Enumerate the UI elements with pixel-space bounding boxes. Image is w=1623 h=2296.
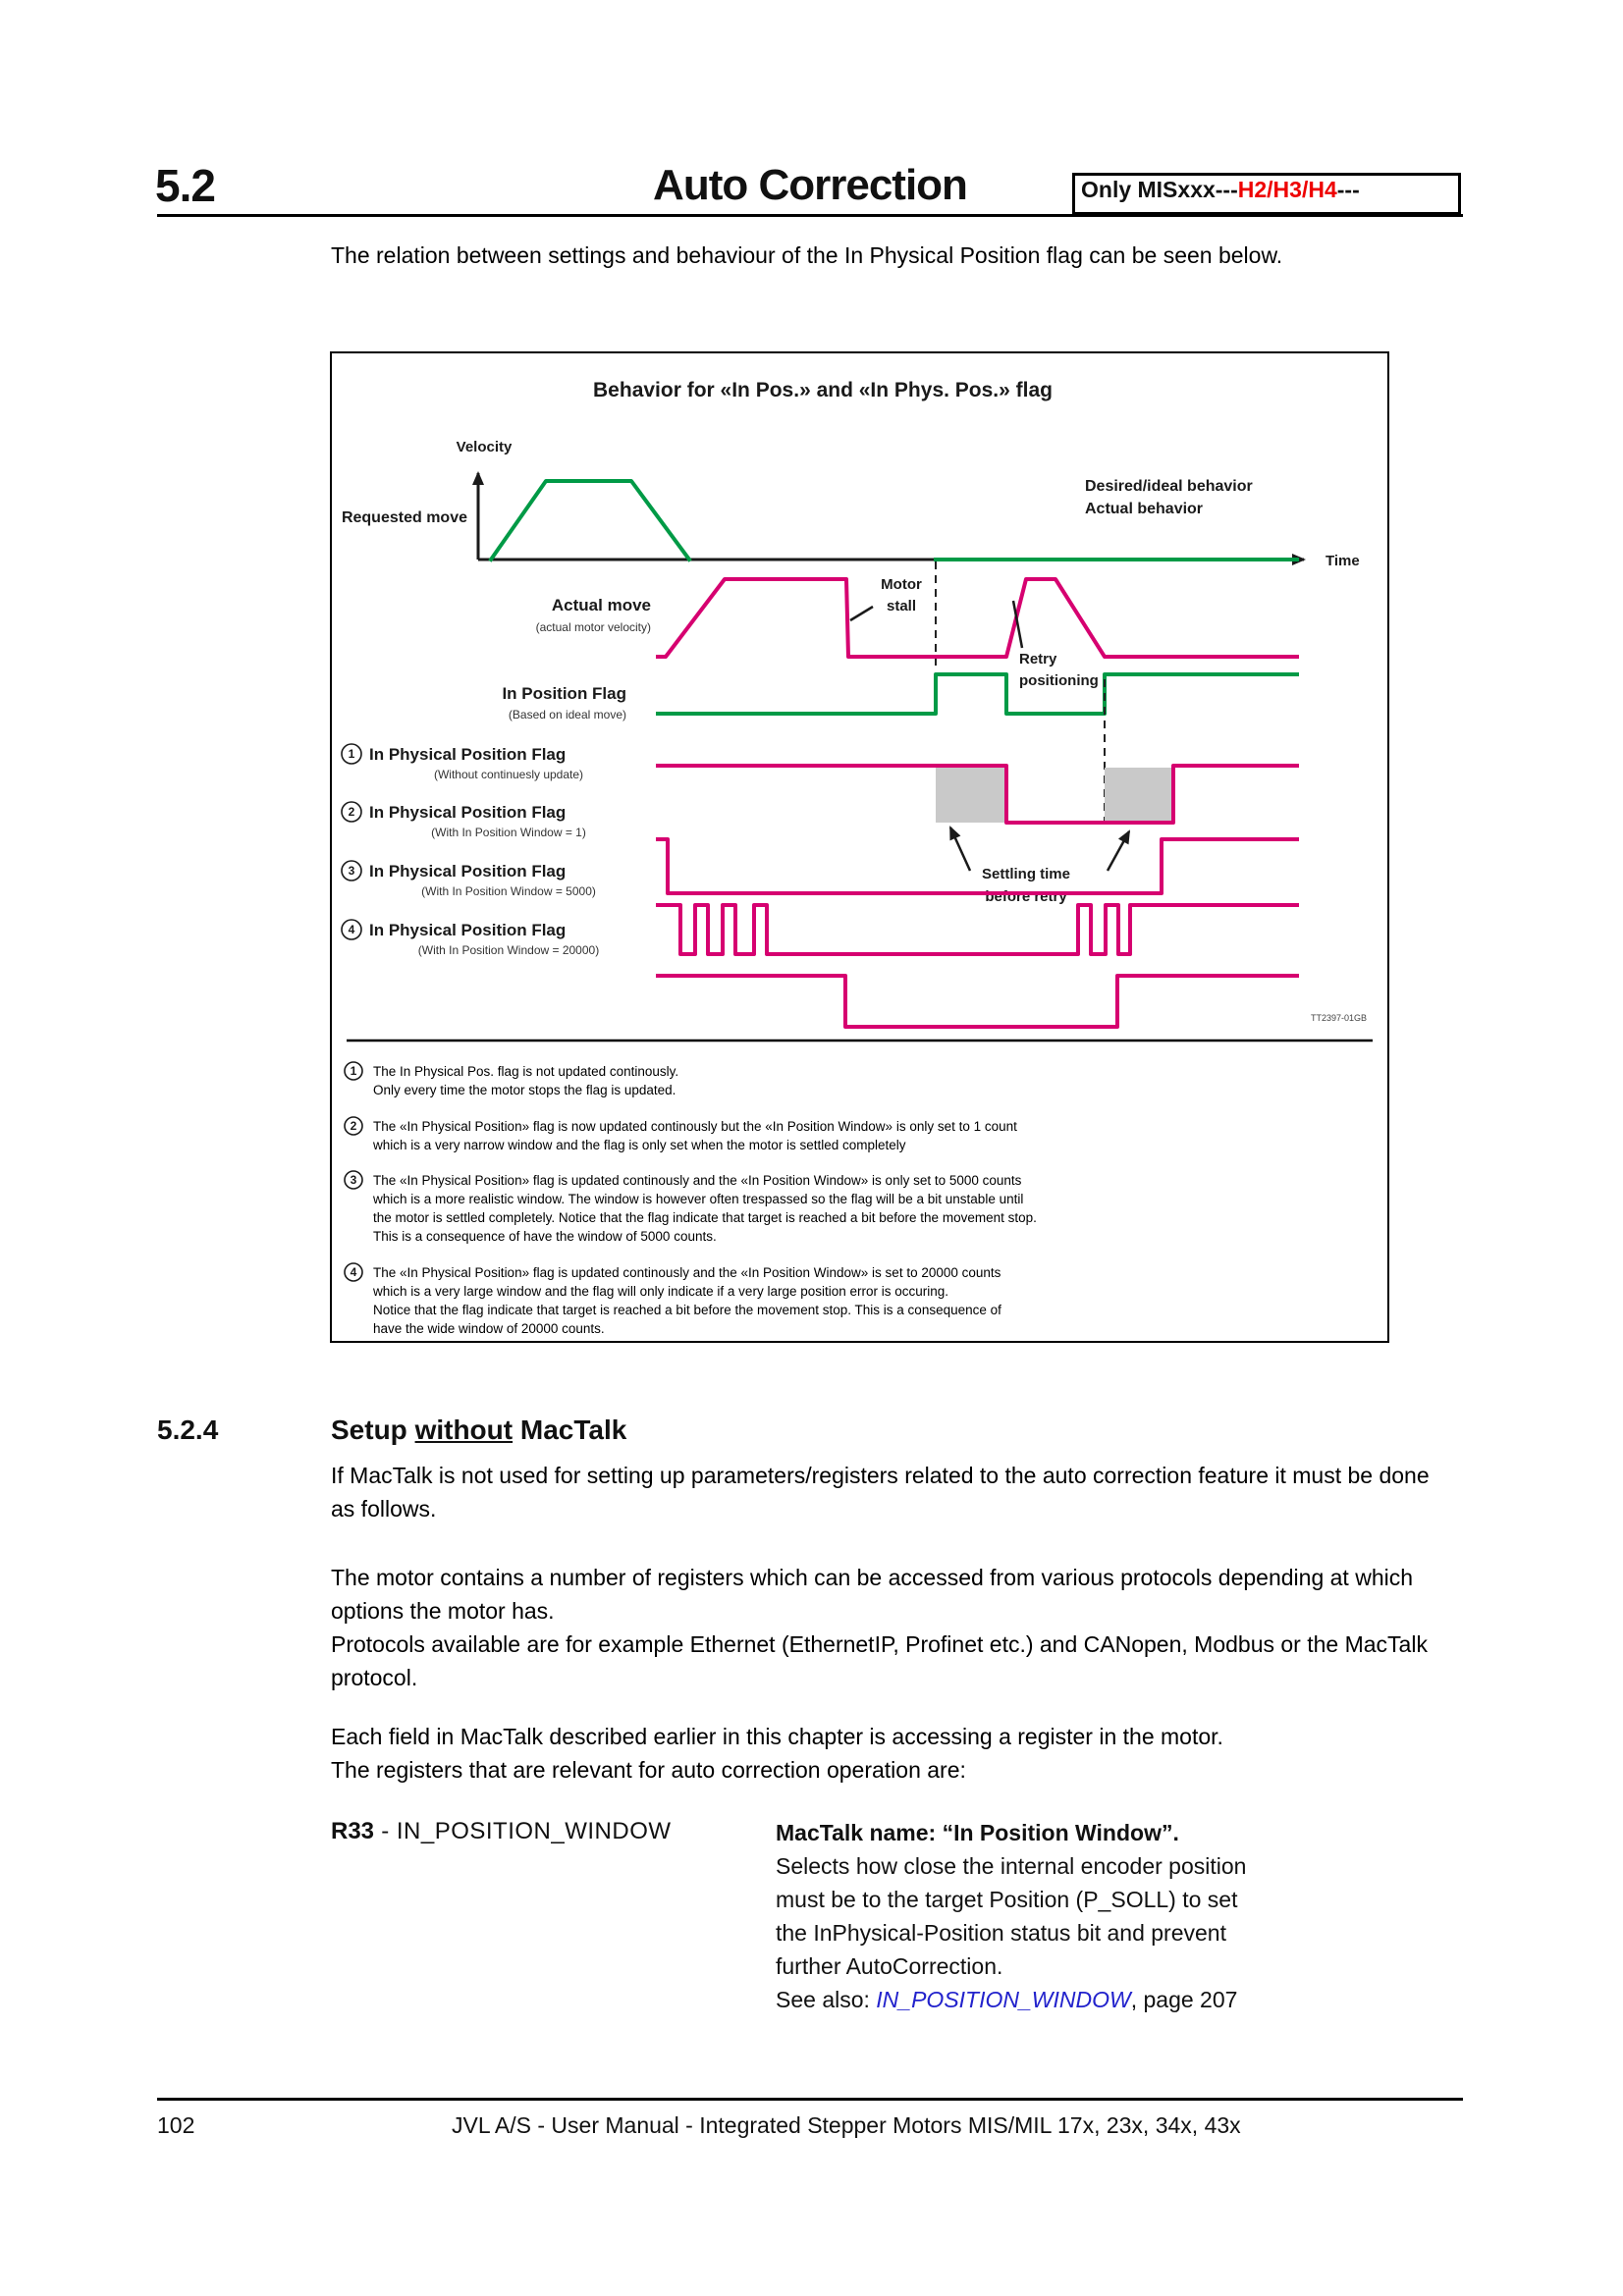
page-title: Auto Correction: [653, 161, 967, 209]
intro-paragraph: The relation between settings and behaviour of the In Physical Position flag can be seen below.: [331, 242, 1283, 268]
paragraph-3: [331, 1720, 1445, 1787]
row-sublabel-phys-4: (With In Position Window = 20000): [417, 943, 600, 957]
note-num-2: 2: [350, 1119, 357, 1133]
note-4-line-1: The «In Physical Position» flag is updated continously and the «In Position Window» is set to 20000 counts: [373, 1265, 1001, 1280]
requested-move-waveform: [491, 481, 689, 560]
phys-flag-3-waveform: [658, 905, 1297, 954]
subsection-title-post: MacTalk: [513, 1415, 627, 1445]
note-2-line-2: which is a very narrow window and the flag is only set when the motor is settled completely: [373, 1138, 906, 1152]
register-description: Selects how close the internal encoder position must be to the target Position (P_SOLL) to set the InPhysical-Position status bit and prevent further AutoCorrection.: [776, 1853, 1247, 1979]
note-3-line-3: the motor is settled completely. Notice that the flag indicate that target is reached a bit before the movement stop.: [373, 1210, 1037, 1225]
see-also-prefix: See also:: [776, 1987, 877, 2012]
figure-doc-ref: TT2397-01GB: [1310, 1013, 1367, 1023]
settling-arrow-2: [1108, 831, 1129, 871]
row-label-phys-3: In Physical Position Flag: [369, 862, 567, 881]
header-rule: [157, 214, 1463, 217]
register-see-also: [776, 1983, 1365, 2016]
motor-stall-label-1: Motor: [881, 576, 922, 593]
subsection-number: 5.2.4: [157, 1415, 219, 1445]
register-id-rest: - IN_POSITION_WINDOW: [374, 1818, 672, 1844]
y-axis-label: Velocity: [456, 439, 513, 455]
subsection-title: [331, 1415, 626, 1446]
note-num-3: 3: [350, 1173, 357, 1187]
row-num-3: 3: [348, 864, 355, 878]
paragraph-3b: The registers that are relevant for auto correction operation are:: [331, 1757, 966, 1783]
row-label-phys-4: In Physical Position Flag: [369, 921, 567, 939]
note-3-line-2: which is a more realistic window. The window is however often trespassed so the flag will be a bit unstable until: [373, 1192, 1024, 1206]
row-label-phys-2: In Physical Position Flag: [369, 803, 567, 822]
phys-flag-4-waveform: [658, 976, 1297, 1027]
note-4-line-2: which is a very large window and the flag will only indicate if a very large position error is occuring.: [373, 1284, 949, 1299]
row-sublabel-actual-move: (actual motor velocity): [535, 620, 651, 634]
badge-suffix: ---: [1336, 177, 1360, 202]
subsection-title-underlined: without: [414, 1415, 514, 1445]
register-details: [776, 1816, 1365, 2016]
footer-text: JVL A/S - User Manual - Integrated Stepper Motors MIS/MIL 17x, 23x, 34x, 43x: [452, 2112, 1241, 2138]
see-also-link[interactable]: IN_POSITION_WINDOW: [876, 1987, 1131, 2012]
settling-arrow-1: [950, 828, 970, 871]
model-badge: [1072, 173, 1461, 215]
paragraph-2a: The motor contains a number of registers which can be accessed from various protocols depending at which options the motor has.: [331, 1565, 1414, 1624]
badge-highlight: H2/H3/H4: [1237, 177, 1337, 202]
row-label-phys-1: In Physical Position Flag: [369, 745, 567, 764]
settling-box-1: [936, 768, 1006, 823]
row-num-4: 4: [348, 923, 355, 936]
figure-notes: [345, 1062, 1037, 1336]
row-num-2: 2: [348, 805, 355, 819]
x-axis-label: Time: [1325, 553, 1360, 569]
in-position-flag-waveform: [658, 674, 1297, 714]
section-number: 5.2: [155, 160, 215, 211]
note-1-line-1: The In Physical Pos. flag is not updated continously.: [373, 1064, 679, 1079]
retry-label-2: positioning: [1019, 672, 1099, 689]
note-4-line-3: Notice that the flag indicate that target is reached a bit before the movement stop. This is a consequence of: [373, 1303, 1001, 1317]
legend-actual: Actual behavior: [1085, 501, 1204, 517]
register-mactalk-name: MacTalk name: “In Position Window”.: [776, 1820, 1179, 1845]
subsection-title-pre: Setup: [331, 1415, 415, 1445]
badge-prefix: Only MISxxx---: [1081, 177, 1238, 202]
phys-flag-2-waveform: [658, 839, 1297, 893]
note-num-4: 4: [350, 1265, 357, 1279]
footer-rule: [157, 2098, 1463, 2101]
register-id: R33: [331, 1818, 375, 1844]
paragraph-2: [331, 1561, 1445, 1694]
paragraph-2b: Protocols available are for example Ethernet (EthernetIP, Profinet etc.) and CANopen, Modbus or the MacTalk protocol.: [331, 1631, 1428, 1690]
settling-label-2: before retry: [985, 888, 1067, 905]
paragraph-1: If MacTalk is not used for setting up parameters/registers related to the auto correction feature it must be done as follows.: [331, 1463, 1430, 1522]
row-sublabel-in-position-flag: (Based on ideal move): [508, 708, 626, 721]
settling-label-1: Settling time: [981, 866, 1071, 882]
note-3-line-4: This is a consequence of have the window of 5000 counts.: [373, 1229, 717, 1244]
row-label-in-position-flag: In Position Flag: [502, 684, 626, 703]
actual-move-waveform: [658, 579, 1297, 657]
register-name: [331, 1818, 672, 1845]
see-also-suffix: , page 207: [1130, 1987, 1238, 2012]
note-num-1: 1: [350, 1064, 357, 1078]
row-sublabel-phys-3: (With In Position Window = 5000): [421, 884, 596, 898]
settling-box-2: [1105, 768, 1173, 823]
note-1-line-2: Only every time the motor stops the flag is updated.: [373, 1083, 676, 1097]
row-label-requested-move: Requested move: [341, 509, 467, 526]
row-label-actual-move: Actual move: [551, 596, 651, 614]
paragraph-3a: Each field in MacTalk described earlier in this chapter is accessing a register in the motor.: [331, 1724, 1223, 1749]
note-2-line-1: The «In Physical Position» flag is now updated continously but the «In Position Window» is only set to 1 count: [373, 1119, 1017, 1134]
timing-diagram-figure: [330, 351, 1389, 1343]
motor-stall-pointer: [850, 607, 873, 620]
motor-stall-label-2: stall: [886, 598, 917, 614]
row-sublabel-phys-1: (Without continuesly update): [433, 768, 584, 781]
note-4-line-4: have the wide window of 20000 counts.: [373, 1321, 605, 1336]
note-3-line-1: The «In Physical Position» flag is updated continously and the «In Position Window» is only set to 5000 counts: [373, 1173, 1022, 1188]
row-num-1: 1: [348, 747, 355, 761]
legend-ideal: Desired/ideal behavior: [1085, 478, 1253, 495]
footer-page-number: 102: [157, 2112, 195, 2138]
figure-title: Behavior for «In Pos.» and «In Phys. Pos.» flag: [593, 379, 1053, 401]
retry-label-1: Retry: [1019, 651, 1057, 667]
timing-diagram-svg: [332, 353, 1387, 1341]
row-sublabel-phys-2: (With In Position Window = 1): [431, 826, 586, 839]
